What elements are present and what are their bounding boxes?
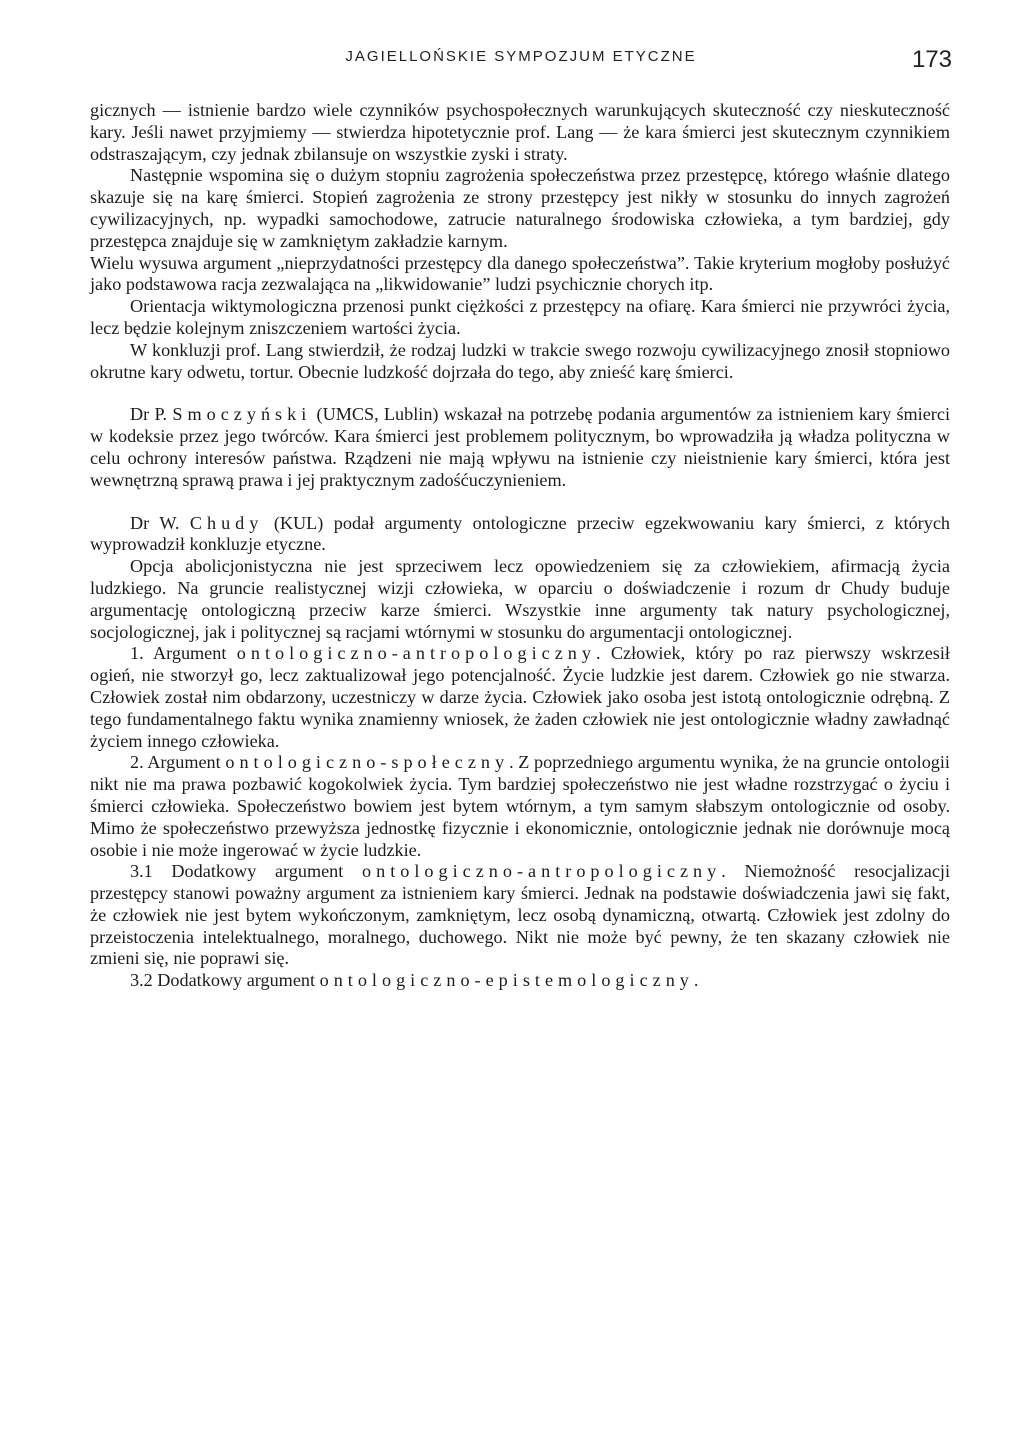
argument-number: 3.2 Dodatkowy argument — [130, 970, 320, 991]
speaker-name: Smoczyński — [172, 404, 312, 425]
paragraph-text: (KUL) podał argumenty ontologiczne przeciw egzekwowaniu kary śmierci, z których wyprowadził konkluzje etyczne. — [90, 512, 950, 555]
paragraph: gicznych — istnienie bardzo wiele czynników psychospołecznych warunkujących skuteczność czy nieskuteczność kary. Jeśli nawet przyjmiemy — stwierdza hipotetycznie prof. Lang — że kara śmierci jest skutecznym czynnikiem odstraszającym, czy jednak zbilansuje on wszystkie zyski i straty. — [90, 100, 950, 164]
paragraph-argument — [90, 643, 950, 752]
speaker-name: Chudy — [189, 512, 264, 533]
paragraph-argument — [90, 861, 950, 970]
running-title: JAGIELLOŃSKIE SYMPOZJUM ETYCZNE — [345, 48, 697, 65]
page-number: 173 — [911, 46, 952, 73]
argument-term: ontologiczno-epistemologiczny — [319, 970, 694, 991]
argument-number: 3.1 Dodatkowy argument — [130, 861, 363, 882]
paragraph-text: . Człowiek, który po raz pierwszy wskrzesił ogień, nie stworzył go, lecz zaktualizował jego potencjalność. Życie ludzkie jest darem. Człowiek go nie stwarza. Człowiek został nim obdarzony, uczestniczy w darze życia. Człowiek jako osoba jest istotą ontologicznie odrębną. Z tego fundamentalnego faktu wynika znamienny wniosek, że żaden człowiek nie jest ontologicznie władny zawładnąć życiem innego człowieka. — [90, 643, 950, 751]
argument-term: ontologiczno-antropologiczny — [236, 643, 596, 664]
paragraph-text: . Niemożność resocjalizacji przestępcy stanowi poważny argument za istnieniem kary śmierci. Jednak na podstawie doświadczenia jawi się fakt, że człowiek nie jest bytem wykończonym, zamkniętym, lecz osobą dynamiczną, otwartą. Człowiek jest zdolny do przeistoczenia intelektualnego, moralnego, duchowego. Nikt nie może być pewny, że ten skazany człowiek nie zmieni się, nie poprawi się. — [90, 861, 951, 969]
paragraph: Orientacja wiktymologiczna przenosi punkt ciężkości z przestępcy na ofiarę. Kara śmierci nie przywróci życia, lecz będzie kolejnym zniszczeniem wartości życia. — [90, 296, 950, 338]
page-header — [92, 42, 950, 82]
paragraph: Opcja abolicjonistyczna nie jest sprzeciwem lecz opowiedzeniem się za człowiekiem, afirmacją życia ludzkiego. Na gruncie realistycznej wizji człowieka, w oparciu o doświadczenie i rozum dr Chudy buduje argumentację ontologiczną przeciw karze śmierci. Wszystkie inne argumenty tak natury psychologicznej, socjologicznej, jak i politycznej są racjami wtórnymi w stosunku do argumentacji ontologicznej. — [90, 556, 950, 642]
argument-term: ontologiczno-antropologiczny — [362, 861, 722, 882]
argument-number: 2. Argument — [130, 752, 226, 773]
paragraph-text: . Z poprzedniego argumentu wynika, że na gruncie ontologii nikt nie ma prawa pozbawić kogokolwiek życia. Tym bardziej społeczeństwo nie jest władne rozstrzygać o życiu i śmierci człowieka. Społeczeństwo bowiem jest bytem wtórnym, a tym samym słabszym ontologicznie od osoby. Mimo że społeczeństwo przewyższa jednostkę fizycznie i ekonomicznie, ontologicznie jednak nie dorównuje mocą osobie i nie może ingerować w życie ludzkie. — [90, 752, 950, 860]
paragraph-argument — [90, 752, 950, 861]
argument-number: 1. Argument — [130, 643, 237, 664]
paragraph: Wielu wysuwa argument „nieprzydatności przestępcy dla danego społeczeństwa”. Takie kryterium mogłoby posłużyć jako podstawowa racja zezwalająca na „likwidowanie” ludzi psychicznie chorych itp. — [90, 252, 950, 295]
paragraph: Następnie wspomina się o dużym stopniu zagrożenia społeczeństwa przez przestępcę, którego właśnie dlatego skazuje się na karę śmierci. Stopień zagrożenia ze strony przestępcy jest nikły w stosunku do innych zagrożeń cywilizacyjnych, np. wypadki samochodowe, zatrucie naturalnego środowiska człowieka, a tym bardziej, gdy przestępca znajduje się w zamkniętym zakładzie karnym. — [90, 165, 950, 251]
paragraph-speaker — [90, 404, 950, 491]
paragraph-text: . — [693, 970, 699, 991]
argument-term: ontologiczno-społeczny — [225, 752, 510, 773]
paragraph-text: (UMCS, Lublin) wskazał na potrzebę podania argumentów za istnieniem kary śmierci w kodeksie przez jego twórców. Kara śmierci jest problemem politycznym, bo wprowadziła ją władza polityczna w celu ochrony interesów państwa. Rządzeni nie mają wpływu na istnienie czy nieistnienie kary śmierci, która jest wewnętrzną sprawą prawa i jej praktycznym zadośćuczynieniem. — [90, 404, 950, 490]
paragraph: W konkluzji prof. Lang stwierdził, że rodzaj ludzki w trakcie swego rozwoju cywilizacyjnego znosił stopniowo okrutne kary odwetu, tortur. Obecnie ludzkość dojrzała do tego, aby znieść karę śmierci. — [90, 339, 950, 382]
paragraph-speaker — [90, 513, 950, 557]
speaker-title: Dr W. — [130, 512, 190, 533]
body-text — [90, 100, 950, 992]
paragraph-argument — [90, 970, 950, 992]
speaker-title: Dr P. — [130, 404, 173, 425]
